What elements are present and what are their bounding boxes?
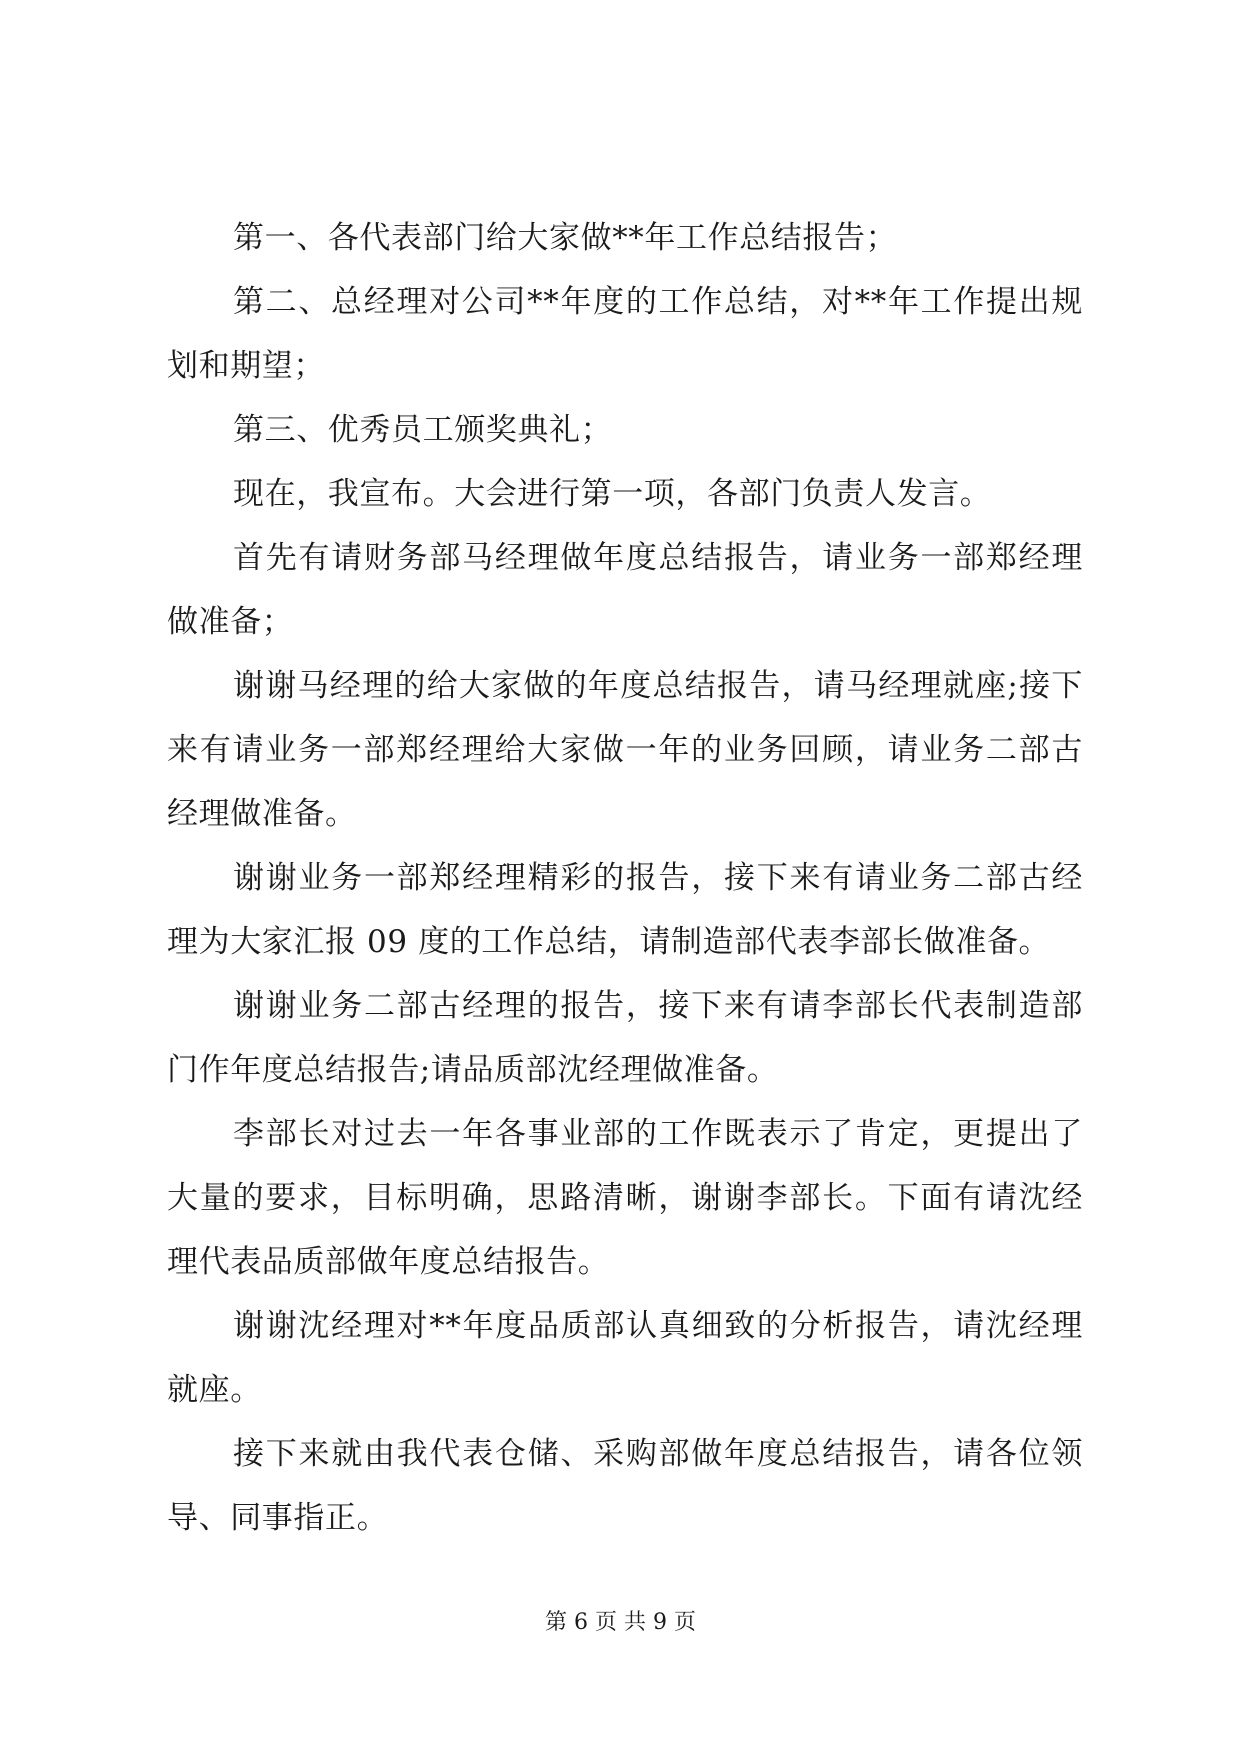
paragraph-announcement: 现在，我宣布。大会进行第一项，各部门负责人发言。 [233, 476, 992, 512]
paragraph-warehouse-report: 接下来就由我代表仓储、采购部做年度总结报告，请各位领导、同事指正。 [167, 1436, 1083, 1536]
page-number-footer: 第 6 页 共 9 页 [545, 1610, 696, 1635]
document-body [167, 206, 1083, 1550]
paragraph-quality-intro: 李部长对过去一年各事业部的工作既表示了肯定，更提出了大量的要求，目标明确，思路清晰，谢谢李部长。下面有请沈经理代表品质部做年度总结报告。 [167, 1116, 1083, 1280]
paragraph-manufacturing-intro: 谢谢业务二部古经理的报告，接下来有请李部长代表制造部门作年度总结报告;请品质部沈经理做准备。 [167, 988, 1083, 1088]
paragraph-business-1-intro: 谢谢马经理的给大家做的年度总结报告，请马经理就座;接下来有请业务一部郑经理给大家做一年的业务回顾，请业务二部古经理做准备。 [167, 668, 1083, 832]
paragraph-agenda-3: 第三、优秀员工颁奖典礼； [233, 412, 613, 448]
paragraph-finance-report: 首先有请财务部马经理做年度总结报告，请业务一部郑经理做准备； [167, 540, 1083, 640]
paragraph-quality-thanks: 谢谢沈经理对**年度品质部认真细致的分析报告，请沈经理就座。 [167, 1308, 1083, 1408]
paragraph-business-2-intro: 谢谢业务一部郑经理精彩的报告，接下来有请业务二部古经理为大家汇报 09 度的工作总结，请制造部代表李部长做准备。 [167, 860, 1083, 960]
paragraph-agenda-2: 第二、总经理对公司**年度的工作总结，对**年工作提出规划和期望； [167, 284, 1083, 384]
paragraph-agenda-1: 第一、各代表部门给大家做**年工作总结报告； [233, 220, 898, 256]
